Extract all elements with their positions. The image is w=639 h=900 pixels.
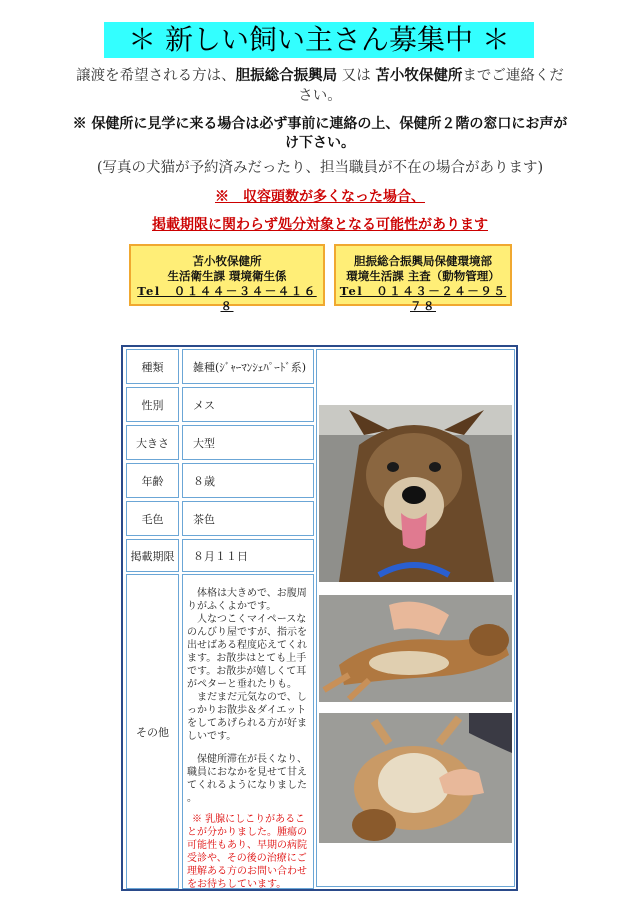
label-sex: 性別 [126,387,179,422]
warning-line-1: ※ 収容頭数が多くなった場合、 [215,189,425,205]
dog-photo-portrait [319,405,512,582]
warning-line-2: 掲載期限に関わらず処分対象となる可能性があります [152,217,488,233]
intro-org-iburi: 胆振総合振興局 [235,67,338,84]
intro-post: までご連絡ください。 [298,68,564,104]
contact-section: 環境生活課 主査（動物管理） [346,269,500,283]
contact-phone[interactable]: Tel ０１４４－３４－４１６８ [137,284,317,313]
page-title: ＊ 新しい飼い主さん募集中 ＊ [104,22,534,58]
contact-section: 生活衛生課 環境衛生係 [167,269,287,283]
contact-box-iburi [334,244,512,313]
visit-notice: ※ 保健所に見学に来る場合は必ず事前に連絡の上、保健所２階の窓口にお声がけ下さい。 [72,116,568,151]
label-other: その他 [126,574,179,889]
label-size: 大きさ [126,425,179,460]
intro-pre: 譲渡を希望される方は、 [76,68,236,84]
value-breed: 雑種(ｼﾞｬｰﾏﾝｼｪﾊﾟｰﾄﾞ系) [182,349,314,384]
dog-photo-belly [319,713,512,843]
label-deadline: 掲載期限 [126,539,179,572]
other-paragraph: 保健所滞在が長くなり、職員におなかを見せて甘えてくれるようになりました [187,754,307,791]
health-note: ※ 乳腺にしこりがあることが分かりました。腫瘍の可能性もあり、早期の病院受診や、その後の治療にご理解ある方のお問い合わせをお待ちしています。 [187,814,307,890]
value-color: 茶色 [182,501,314,536]
other-dot: 。 [187,793,197,804]
dog-photo-lying [319,595,512,702]
intro-mid: 又は [337,68,376,84]
value-deadline: ８月１１日 [182,539,314,572]
value-age: ８歳 [182,463,314,498]
contact-org: 胆振総合振興局保健環境部 [354,254,492,268]
other-paragraph: 人なつこくマイペースなのんびり屋ですが、指示を出せばある程度応えてくれます。お散歩はとても上手です。お散歩が嬉しくて耳がペターと垂れたりも。 [187,614,307,690]
value-sex: メス [182,387,314,422]
other-paragraph: まだまだ元気なので、しっかりお散歩＆ダイエットをしてあげられる方が好ましいです。 [187,692,307,742]
label-age: 年齢 [126,463,179,498]
label-color: 毛色 [126,501,179,536]
intro-org-tomakomai: 苫小牧保健所 [375,67,463,84]
caveat-text: (写真の犬猫が予約済みだったり、担当職員が不在の場合があります) [96,160,544,176]
contact-box-tomakomai [129,244,325,313]
contact-org: 苫小牧保健所 [192,254,262,268]
intro-text [70,66,570,106]
value-size: 大型 [182,425,314,460]
pet-info-table [121,345,518,891]
value-other [182,574,314,889]
label-breed: 種類 [126,349,179,384]
contact-phone[interactable]: Tel ０１４３－２４－９５７８ [339,284,507,313]
other-paragraph: 体格は大きめで、お腹周りがふくよかです。 [187,588,307,612]
